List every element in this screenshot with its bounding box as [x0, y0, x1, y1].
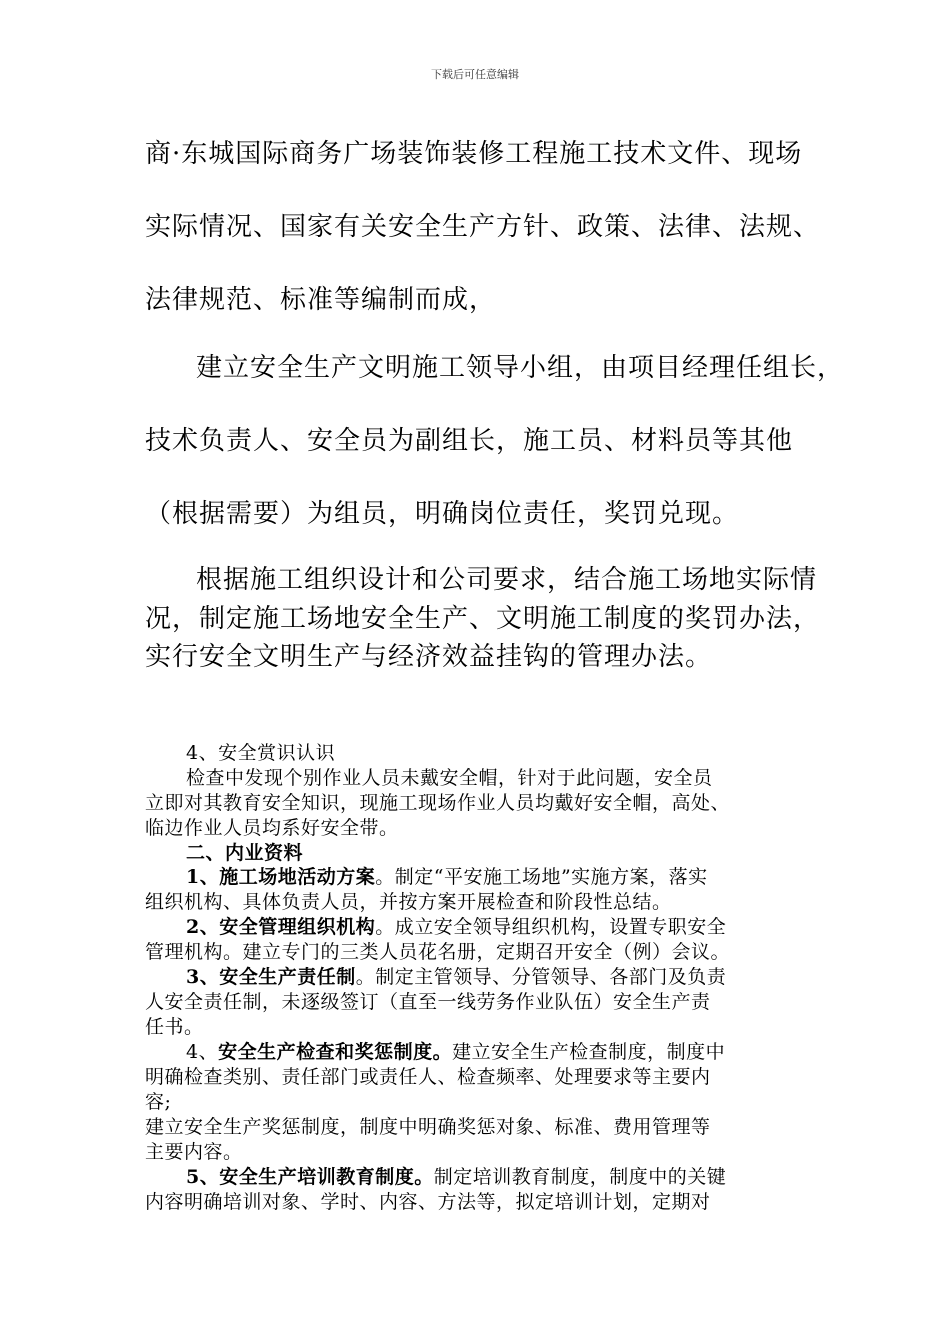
item4-num: 4、 — [186, 1041, 219, 1063]
item4-title: 安全生产检查和奖惩制度。 — [218, 1041, 453, 1063]
section4-heading: 4、安全赏识认识 — [186, 742, 336, 764]
section4-line1: 检查中发现个别作业人员未戴安全帽，针对于此问题，安全员 — [186, 767, 713, 789]
item4-line5: 主要内容。 — [145, 1141, 243, 1163]
item3-rest: 。制定主管领导、分管领导、各部门及负责 — [355, 966, 727, 988]
item4-line1 — [186, 1037, 725, 1064]
item1-line1 — [186, 862, 708, 889]
intro-p3-line2: 况，制定施工场地安全生产、文明施工制度的奖罚办法， — [145, 604, 821, 634]
item2-title: 安全管理组织机构 — [219, 916, 376, 938]
item4-line4: 建立安全生产奖惩制度，制度中明确奖惩对象、标准、费用管理等 — [145, 1116, 711, 1138]
item2-line2: 管理机构。建立专门的三类人员花名册，定期召开安全（例）会议。 — [145, 941, 731, 963]
intro-p2-line1: 建立安全生产文明施工领导小组，由项目经理任组长， — [196, 353, 845, 383]
item5-line2: 内容明确培训对象、学时、内容、方法等，拟定培训计划，定期对 — [145, 1191, 711, 1213]
item5-num: 5、 — [186, 1166, 220, 1188]
item3-title: 安全生产责任制 — [219, 966, 356, 988]
item4-rest: 建立安全生产检查制度，制度中 — [452, 1041, 726, 1063]
intro-p1-line2: 实际情况、国家有关安全生产方针、政策、法律、法规、 — [145, 212, 821, 242]
section-b-heading: 二、内业资料 — [186, 842, 304, 864]
intro-p2-line2: 技术负责人、安全员为副组长，施工员、材料员等其他 — [145, 426, 794, 456]
item1-rest: 。制定“平安施工场地”实施方案，落实 — [375, 866, 708, 888]
item4-line2: 明确检查类别、责任部门或责任人、检查频率、处理要求等主要内 — [145, 1066, 711, 1088]
item2-rest: 。成立安全领导组织机构，设置专职安全 — [375, 916, 727, 938]
item2-line1 — [186, 912, 726, 939]
item3-line1 — [186, 962, 726, 989]
item3-num: 3、 — [186, 966, 220, 988]
item3-line2: 人安全责任制，未逐级签订（直至一线劳务作业队伍）安全生产责 — [145, 991, 711, 1013]
item1-title: 施工场地活动方案 — [219, 866, 376, 888]
section4-line3: 临边作业人员均系好安全带。 — [145, 817, 399, 839]
item5-title: 安全生产培训教育制度。 — [219, 1166, 434, 1188]
intro-p3-line1: 根据施工组织设计和公司要求，结合施工场地实际情 — [196, 565, 818, 595]
intro-p1-line1: 商·东城国际商务广场装饰装修工程施工技术文件、现场 — [145, 139, 803, 169]
intro-p1-line3: 法律规范、标准等编制而成， — [145, 285, 497, 315]
section4-line2: 立即对其教育安全知识，现施工现场作业人员均戴好安全帽，高处、 — [145, 792, 731, 814]
page-header: 下载后可任意编辑 — [431, 68, 519, 81]
item5-rest: 制定培训教育制度，制度中的关键 — [433, 1166, 727, 1188]
item4-line3: 容; — [145, 1091, 172, 1113]
intro-p2-line3: （根据需要）为组员，明确岗位责任，奖罚兑现。 — [145, 499, 740, 529]
intro-p3-line3: 实行安全文明生产与经济效益挂钩的管理办法。 — [145, 642, 713, 672]
item3-line3: 任书。 — [145, 1016, 204, 1038]
item1-line2: 组织机构、具体负责人员，并按方案开展检查和阶段性总结。 — [145, 891, 672, 913]
item5-line1 — [186, 1162, 726, 1189]
item1-num: 1、 — [186, 866, 220, 888]
item2-num: 2、 — [186, 916, 220, 938]
